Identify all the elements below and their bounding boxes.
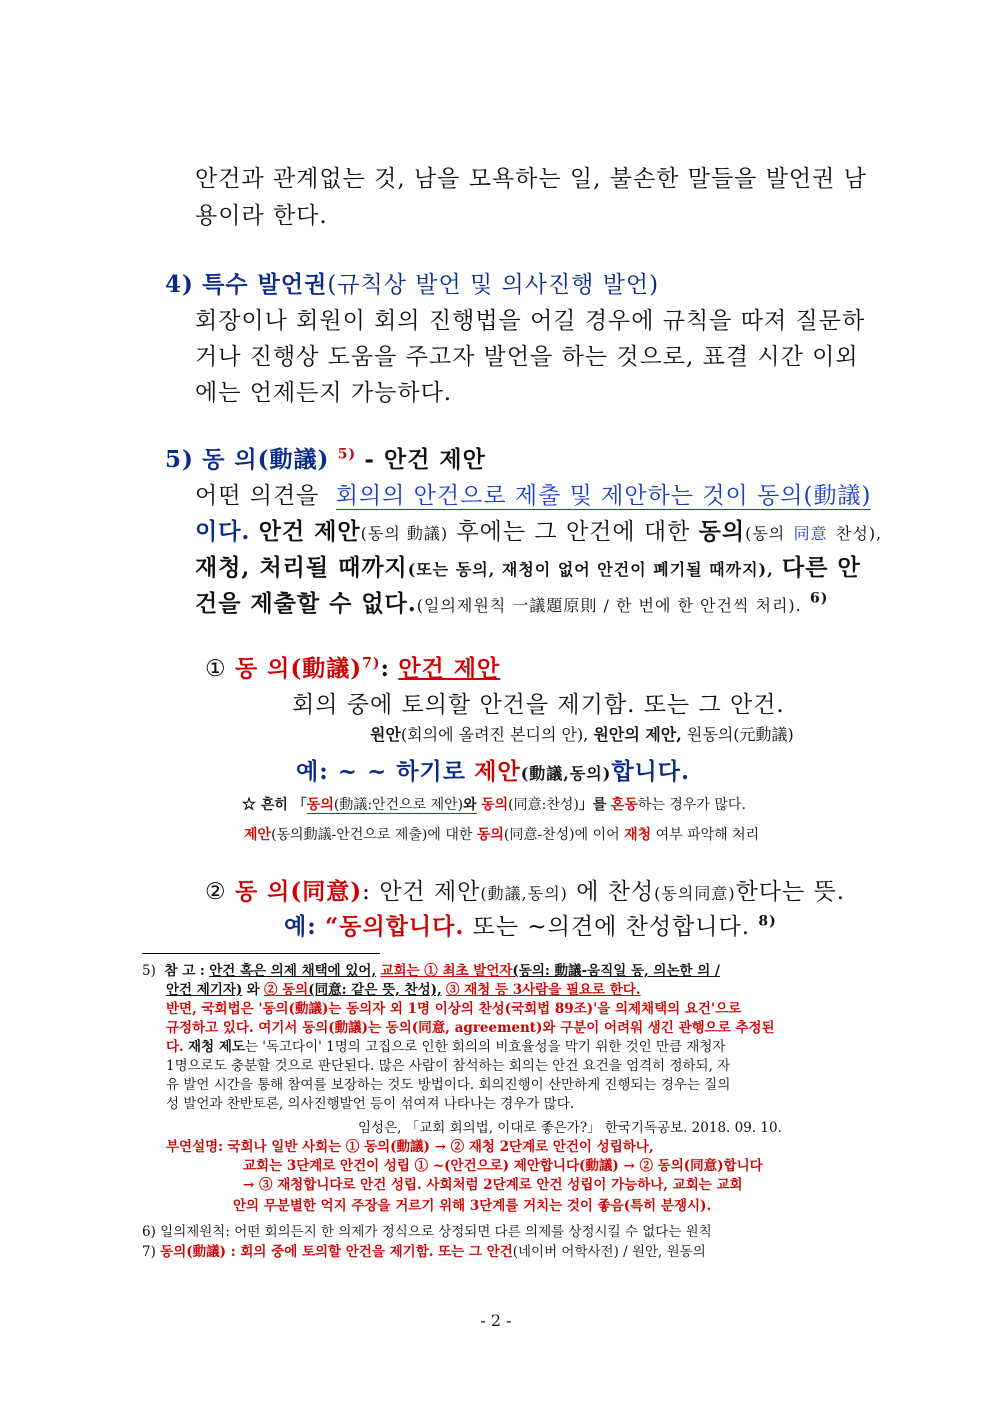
- section5-l4-b: (일의제원칙 一議題原則 / 한 번에 한 안건씩 처리).: [416, 596, 802, 615]
- item1-title-b: 안건 제안: [398, 655, 501, 682]
- footnote-5-number: 5): [142, 963, 156, 979]
- item2-title: 동 의(同意): [234, 878, 363, 905]
- f5-l1-d: (동의: 動議-움직일 동, 의논한 의 /: [512, 963, 720, 979]
- section5-l1-highlight: 회의의 안건으로 제출 및 제안하는 것이 동의(動議): [335, 483, 872, 509]
- item1-sub-e: (元動議): [733, 725, 794, 744]
- footnote-5-line-8: 성 발언과 찬반토론, 의사진행발언 등이 섞여져 나타나는 경우가 많다.: [166, 1096, 575, 1112]
- footnote-5-line-4: 규정하고 있다. 여기서 동의(動議)는 동의(同意, agreement)와 구분이 어려워 생긴 관행으로 추정된: [166, 1020, 775, 1036]
- section5-l4-a: 건을 제출할 수 없다.: [195, 590, 417, 617]
- intro-line-1: 안건과 관계없는 것, 남을 모욕하는 일, 불손한 말들을 발언권 남: [195, 166, 867, 192]
- footnote-5-line-5: [166, 1038, 725, 1057]
- section4-line-3: 에는 언제든지 가능하다.: [195, 380, 453, 406]
- item1-circle: ①: [205, 656, 227, 682]
- footnote-6: 6) 일의제원칙: 어떤 회의든지 한 의제가 정식으로 상정되면 다른 의제를 상정시킬 수 없다는 원칙: [142, 1224, 712, 1240]
- item1-sub: [370, 722, 794, 745]
- footnote-5-extra-4: 안의 무분별한 억지 주장을 거르기 위해 3단계를 거치는 것이 좋음(특히 분쟁시).: [233, 1198, 712, 1214]
- footnote-ref-7[interactable]: 7): [362, 655, 381, 672]
- footnote-separator: [142, 953, 380, 954]
- intro-line-2: 용이라 한다.: [195, 203, 328, 229]
- f5-l5-a: 다.: [166, 1039, 184, 1055]
- section5-l2-c: (동의 動議): [360, 524, 449, 543]
- item2-ex-b: “동의합니다.: [325, 913, 465, 940]
- section5-l2-e: 동의: [698, 518, 746, 545]
- section5-line-2: [195, 513, 882, 546]
- item2-rest-b: (動議,동의): [480, 884, 568, 903]
- section5-l3-b: (또는 동의, 재청이 없어 안건이 폐기될 때까지),: [407, 560, 774, 579]
- item1-sub-c: 원안의 제안,: [593, 725, 682, 744]
- note2-d: (同意-찬성)에 이어: [503, 827, 620, 843]
- f5-l5-c: 는 '독고다이' 1명의 고집으로 인한 회의의 비효율성을 막기 위한 것인 만큼 재청자: [244, 1039, 726, 1055]
- item2-heading: [205, 873, 845, 906]
- section5-line-3: [195, 549, 861, 582]
- section4-heading: [165, 266, 659, 299]
- note2-c: 동의: [476, 827, 504, 843]
- f5-l2-a: 안건 제기자): [166, 982, 243, 998]
- footnote-5-line-6: 1명으로도 충분할 것으로 판단된다. 많은 사람이 참석하는 회의는 안건 요건을 엄격히 정하되, 자: [166, 1058, 731, 1074]
- item1-desc: 회의 중에 토의할 안건을 제기함. 또는 그 안건.: [292, 692, 785, 718]
- section5-number: 5): [165, 446, 194, 473]
- section4-line-1: 회장이나 회원이 회의 진행법을 어길 경우에 규칙을 따져 질문하: [195, 308, 866, 334]
- footnote-5-line-3: 반면, 국회법은 '동의(動議)는 동의자 외 1명 이상의 찬성(국회법 89조)'을 의제채택의 요건'으로: [166, 1001, 742, 1017]
- section5-l2-f: (동의: [745, 524, 786, 543]
- f5-l1-c: 교회는 ① 최초 발언자: [380, 963, 513, 979]
- item1-sub-b: (회의에 올려진 본디의 안),: [400, 725, 589, 744]
- footnote-5-extra-1: [166, 1138, 654, 1157]
- f5-l2-c: ② 동의: [263, 982, 309, 998]
- item2-ex-c: 또는 ~의견에 찬성합니다.: [472, 914, 751, 940]
- note1-a: ☆ 흔히 「: [242, 797, 307, 813]
- item2-rest-a: : 안건 제안: [362, 879, 481, 905]
- item1-note-1: [242, 794, 746, 814]
- f5-l2-d: (同意: 같은 뜻, 찬성),: [308, 982, 442, 998]
- item1-sub-a: 원안: [370, 725, 401, 744]
- f5-b1-a: 부연설명:: [166, 1139, 224, 1155]
- note1-h: 혼동: [610, 797, 638, 813]
- note1-i: 하는 경우가 많다.: [637, 797, 746, 813]
- item2-circle: ②: [205, 879, 227, 905]
- section4-line-2: 거나 진행상 도움을 주고자 발언을 하는 것으로, 표결 시간 이외: [195, 344, 859, 370]
- section5-title: 동 의(動議): [202, 446, 330, 473]
- footnote-5-extra-2: 교회는 3단계로 안건이 성립 ① ~(안건으로) 제안합니다(動議) → ② 동의(同意)합니다: [243, 1158, 763, 1174]
- f7-a: 동의(動議) : 회의 중에 토의할 안건을 제기함. 또는 그 안건: [160, 1244, 513, 1260]
- footnote-7-number: 7): [142, 1244, 156, 1260]
- section5-l2-d: 후에는 그 안건에 대한: [456, 519, 691, 545]
- f5-l5-b: 재청 제도: [188, 1039, 245, 1055]
- note1-d: 와: [463, 797, 477, 813]
- section5-title-rest: - 안건 제안: [364, 446, 486, 473]
- section5-l3-a: 재청, 처리될 때까지: [195, 554, 408, 581]
- item1-ex-b: 제안: [474, 758, 521, 785]
- item1-sub-d: 원동의: [686, 725, 734, 744]
- note1-g: 」를: [578, 797, 607, 813]
- item2-rest-e: 한다는 뜻.: [735, 879, 846, 905]
- item1-ex-d: 합니다.: [611, 758, 690, 785]
- f5-l2-b: 와: [246, 982, 260, 998]
- item1-colon: :: [380, 655, 391, 682]
- footnote-ref-5[interactable]: 5): [337, 446, 357, 463]
- item2-ex-a: 예:: [284, 913, 317, 940]
- footnote-5-extra-3: → ③ 재청합니다로 안건 성립. 사회처럼 2단계로 안건 성립이 가능하나, 교회는 교회: [243, 1177, 743, 1193]
- footnote-ref-6[interactable]: 6): [810, 590, 829, 607]
- item2-rest-c: 에 찬성: [576, 879, 655, 905]
- section4-number: 4): [165, 271, 194, 298]
- footnote-ref-8[interactable]: 8): [758, 913, 777, 930]
- note2-a: 제안: [244, 827, 272, 843]
- item2-rest-d: (동의同意): [654, 884, 736, 903]
- f5-l2-e: ③ 재청 등 3사람을 필요로 한다.: [446, 982, 641, 998]
- item1-heading: [205, 650, 500, 683]
- note2-f: 여부 파악해 처리: [655, 827, 760, 843]
- note2-e: 재청: [624, 827, 652, 843]
- item1-ex-a: 예: ~ ~ 하기로: [296, 758, 466, 785]
- item1-note-2: [244, 824, 759, 844]
- section5-l2-a: 이다.: [195, 518, 251, 545]
- section5-l3-c: 다른 안: [782, 554, 861, 581]
- note2-b: (동의動議-안건으로 제출)에 대한: [271, 827, 473, 843]
- section5-l2-h: 찬성),: [835, 524, 883, 543]
- page-number: - 2 -: [480, 1311, 512, 1330]
- f5-b1-b: 국회나 일반 사회는 ① 동의(動議) → ② 재청 2단계로 안건이 성립하나,: [227, 1139, 654, 1155]
- note1-f: (同意:찬성): [508, 797, 579, 813]
- footnote-5-citation: 임성은, 「교회 회의법, 이대로 좋은가?」 한국기독공보. 2018. 09. 10.: [358, 1120, 782, 1136]
- f7-b: (네이버 어학사전) / 원안, 원동의: [512, 1244, 706, 1260]
- note1-c: (動議:안건으로 제안): [333, 797, 464, 813]
- item1-ex-c: (動議,동의): [520, 764, 612, 783]
- section4-title: 특수 발언권: [202, 271, 328, 298]
- note1-e: 동의: [481, 797, 509, 813]
- section5-l1-a: 어떤 의견을: [195, 483, 320, 509]
- note1-underlined: [307, 797, 477, 814]
- note1-b: 동의: [306, 797, 334, 813]
- footnote-5-line-2: [166, 981, 641, 1000]
- item2-example: [284, 908, 777, 941]
- section5-line-4: [195, 585, 828, 618]
- footnote-7: [142, 1243, 706, 1262]
- item1-title: 동 의(動議): [234, 655, 363, 682]
- section5-l2-b: 안건 제안: [258, 518, 361, 545]
- section5-l2-g: 同意: [793, 524, 828, 543]
- section5-heading: [165, 441, 486, 474]
- footnote-5-line-7: 유 발언 시간을 통해 참여를 보장하는 것도 방법이다. 회의진행이 산만하게 진행되는 경우는 질의: [166, 1077, 731, 1093]
- f5-l1-a: 참 고 :: [164, 963, 205, 979]
- item1-example: [296, 753, 690, 786]
- f5-l1-b: 안건 혹은 의제 채택에 있어,: [209, 963, 377, 979]
- section5-line-1: [195, 477, 871, 510]
- section4-title-paren: (규칙상 발언 및 의사진행 발언): [327, 272, 660, 298]
- footnote-5-line-1: [142, 962, 720, 981]
